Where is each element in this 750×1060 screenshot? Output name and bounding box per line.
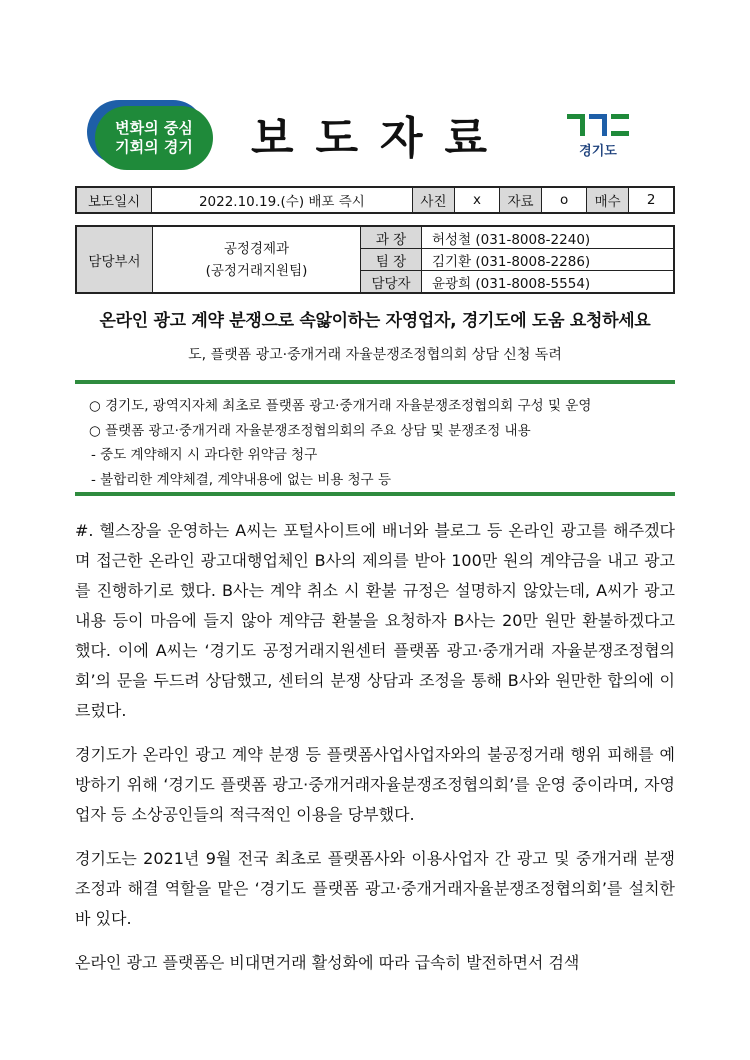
dept-name [153, 226, 361, 293]
material-label: 자료 [499, 187, 542, 213]
summary-box [75, 380, 675, 496]
date-value: 2022.10.19.(수) 배포 즉시 [152, 187, 413, 213]
release-info-table [75, 186, 675, 214]
photo-label: 사진 [412, 187, 455, 213]
material-value: o [542, 187, 587, 213]
body-paragraph: #. 헬스장을 운영하는 A씨는 포털사이트에 배너와 블로그 등 온라인 광고를 해주겠다며 접근한 온라인 광고대행업체인 B사의 제의를 받아 100만 원의 계약금을 내고 광고를 진행하기로 했다. B사는 계약 취소 시 환불 규정은 설명하지 않았는데, A씨가 광고 내용 등이 마음에 들지 않아 계약금 환불을 요청하자 B사는 20만 원만 환불하겠다고 했다. 이에 A씨는 ‘경기도 공정거래지원센터 플랫폼 광고·중개거래 자율분쟁조정협의회’의 문을 두드려 상담했고, 센터의 분쟁 상담과 조정을 통해 B사와 원만한 합의에 이르렀다. [75, 521, 675, 720]
page-title: 보도자료 [250, 113, 509, 164]
department-table [75, 225, 675, 294]
contact-role: 담당자 [361, 271, 422, 294]
date-label: 보도일시 [76, 187, 152, 213]
body-paragraph: 경기도가 온라인 광고 계약 분쟁 등 플랫폼사업사업자와의 불공정거래 행위 피해를 예방하기 위해 ‘경기도 플랫폼 광고·중개거래자율분쟁조정협의회’를 운영 중이라며, 자영업자 등 소상공인들의 적극적인 이용을 당부했다. [75, 745, 675, 824]
summary-subitem: - 불합리한 계약체결, 계약내용에 없는 비용 청구 등 [91, 471, 392, 488]
summary-item: ○ 플랫폼 광고·중개거래 자율분쟁조정협의회의 주요 상담 및 분쟁조정 내용 [89, 422, 531, 439]
dept-name-line2: (공정거래지원팀) [205, 262, 308, 279]
slogan-line2: 기회의 경기 [115, 138, 193, 156]
contact-role: 팀 장 [361, 249, 422, 271]
logo-mark-icon [563, 114, 633, 136]
logo-name: 경기도 [579, 144, 617, 159]
contact-value: 윤광희 (031-8008-5554) [422, 271, 675, 294]
subheadline: 도, 플랫폼 광고·중개거래 자율분쟁조정협의회 상담 신청 독려 [188, 347, 562, 363]
body-paragraph: 경기도는 2021년 9월 전국 최초로 플랫폼사와 이용사업자 간 광고 및 중개거래 분쟁조정과 해결 역할을 맡은 ‘경기도 플랫폼 광고·중개거래자율분쟁조정협의회’를 설치한 바 있다. [75, 849, 675, 928]
body-paragraph: 온라인 광고 플랫폼은 비대면거래 활성화에 따라 급속히 발전하면서 검색 [75, 953, 580, 972]
headline: 온라인 광고 계약 분쟁으로 속앓이하는 자영업자, 경기도에 도움 요청하세요 [99, 311, 651, 331]
slogan-line1: 변화의 중심 [115, 119, 193, 137]
summary-subitem: - 중도 계약해지 시 과다한 위약금 청구 [91, 447, 318, 463]
slogan-badge [95, 106, 213, 170]
pages-label: 매수 [586, 187, 629, 213]
contact-value: 허성철 (031-8008-2240) [422, 226, 675, 249]
article-body [75, 516, 675, 992]
summary-item: ○ 경기도, 광역지자체 최초로 플랫폼 광고·중개거래 자율분쟁조정협의회 구성 및 운영 [89, 398, 592, 414]
contact-role: 과 장 [361, 226, 422, 249]
contact-value: 김기환 (031-8008-2286) [422, 249, 675, 271]
dept-name-line1: 공정경제과 [223, 240, 290, 257]
gyeonggi-logo [563, 114, 633, 159]
pages-value: 2 [629, 187, 674, 213]
dept-label: 담당부서 [76, 226, 153, 293]
press-header [75, 96, 675, 176]
photo-value: x [455, 187, 500, 213]
